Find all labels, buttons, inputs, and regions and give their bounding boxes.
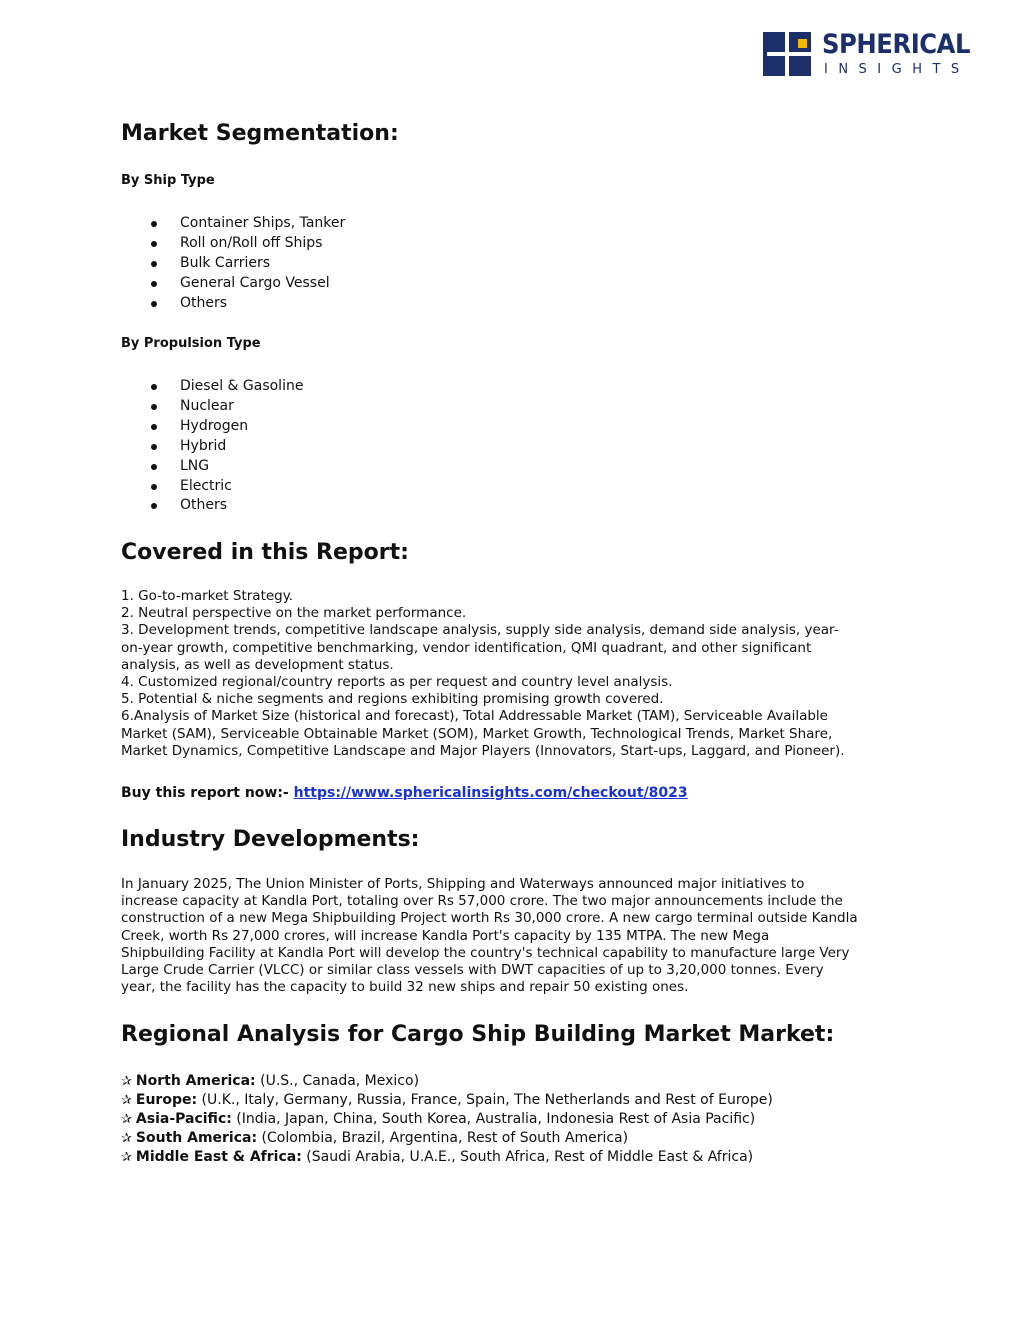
logo-text-top: SPHERICAL [822, 29, 971, 60]
region-name: Middle East & Africa: [135, 1149, 302, 1165]
list-item [121, 377, 303, 397]
list-item-text: LNG [180, 457, 210, 474]
region-item [121, 1110, 773, 1129]
region-countries: (Saudi Arabia, U.A.E., South Africa, Rest of Middle East & Africa) [306, 1149, 754, 1165]
paragraph-line: 2. Neutral perspective on the market performance. [121, 605, 467, 622]
list-item [121, 397, 303, 417]
bullet-icon [151, 503, 157, 509]
region-name: North America: [135, 1073, 256, 1089]
bullet-icon [151, 301, 157, 307]
list-item [121, 457, 303, 477]
paragraph-line: year, the facility has the capacity to build 32 new ships and repair 50 existing ones. [121, 979, 689, 996]
paragraph-line: Market (SAM), Serviceable Obtainable Market (SOM), Market Growth, Technological Trends, Market Share, [121, 725, 833, 742]
region-name: South America: [135, 1130, 258, 1146]
paragraph-line: construction of a new Mega Shipbuilding Project worth Rs 30,000 crore. A new cargo terminal outside Kandla [121, 910, 858, 927]
region-item [121, 1091, 773, 1110]
list-item [121, 294, 345, 314]
list-item-text: Others [180, 497, 228, 514]
bullet-icon [151, 484, 157, 490]
list-item [121, 437, 303, 457]
industry-heading: Industry Developments: [121, 827, 420, 852]
paragraph-line: 1. Go-to-market Strategy. [121, 588, 294, 604]
industry-paragraph [121, 876, 911, 996]
paragraph-line: Shipbuilding Facility at Kandla Port will develop the country's technical capability to manufacture large Very [121, 944, 850, 961]
region-list [121, 1072, 773, 1167]
paragraph-line: Creek, worth Rs 27,000 crores, will increase Kandla Port's capacity by 135 MTPA. The new Mega [121, 927, 770, 944]
bullet-icon [151, 221, 157, 227]
paragraph-line: In January 2025, The Union Minister of Ports, Shipping and Waterways announced major initiatives to [121, 876, 805, 892]
segmentation-heading: Market Segmentation: [121, 121, 399, 146]
star-icon: ✰ [121, 1074, 132, 1089]
region-countries: (India, Japan, China, South Korea, Australia, Indonesia Rest of Asia Pacific) [236, 1111, 756, 1127]
buy-label: Buy this report now:- [121, 785, 289, 801]
list-item [121, 477, 303, 497]
paragraph-line: 6.Analysis of Market Size (historical and forecast), Total Addressable Market (TAM), Serviceable Available [121, 708, 828, 725]
region-name: Asia-Pacific: [135, 1111, 232, 1127]
bullet-icon [151, 404, 157, 410]
paragraph-line: 4. Customized regional/country reports as per request and country level analysis. [121, 674, 673, 691]
list-item [121, 234, 345, 254]
list-item [121, 417, 303, 437]
list-item-text: Bulk Carriers [180, 254, 271, 271]
paragraph-line: 5. Potential & niche segments and regions exhibiting promising growth covered. [121, 691, 664, 708]
logo-text-bottom: INSIGHTS [824, 62, 970, 77]
star-icon: ✰ [121, 1150, 132, 1165]
bullet-icon [151, 241, 157, 247]
list-item-text: General Cargo Vessel [180, 274, 330, 291]
ship-type-label: By Ship Type [121, 173, 215, 188]
star-icon: ✰ [121, 1131, 132, 1146]
list-item-text: Container Ships, Tanker [180, 215, 346, 231]
star-icon: ✰ [121, 1112, 132, 1127]
bullet-icon [151, 444, 157, 450]
spherical-insights-logo [763, 28, 975, 80]
region-countries: (Colombia, Brazil, Argentina, Rest of South America) [261, 1130, 629, 1146]
paragraph-line: 3. Development trends, competitive landscape analysis, supply side analysis, demand side analysis, year- [121, 622, 839, 639]
list-item [121, 214, 345, 234]
region-countries: (U.K., Italy, Germany, Russia, France, Spain, The Netherlands and Rest of Europe) [201, 1092, 773, 1108]
regional-heading: Regional Analysis for Cargo Ship Building Market Market: [121, 1022, 835, 1047]
covered-paragraph [121, 588, 911, 760]
region-item [121, 1148, 773, 1167]
region-countries: (U.S., Canada, Mexico) [260, 1073, 420, 1089]
star-icon: ✰ [121, 1093, 132, 1108]
list-item-text: Roll on/Roll off Ships [180, 234, 323, 251]
bullet-icon [151, 384, 157, 390]
list-item-text: Electric [180, 477, 232, 494]
bullet-icon [151, 424, 157, 430]
covered-heading: Covered in this Report: [121, 540, 409, 565]
ship-type-list [121, 214, 345, 314]
list-item [121, 254, 345, 274]
list-item-text: Diesel & Gasoline [180, 378, 304, 394]
propulsion-type-list [121, 377, 303, 516]
buy-report-line [121, 785, 688, 801]
paragraph-line: Large Crude Carrier (VLCC) or similar class vessels with DWT capacities of up to 3,20,000 tonnes. Every [121, 962, 824, 979]
paragraph-line: increase capacity at Kandla Port, totaling over Rs 57,000 crore. The two major announcements include the [121, 893, 843, 910]
bullet-icon [151, 464, 157, 470]
propulsion-type-label: By Propulsion Type [121, 336, 261, 351]
bullet-icon [151, 281, 157, 287]
region-item [121, 1072, 773, 1091]
list-item [121, 496, 303, 516]
list-item-text: Nuclear [180, 397, 234, 414]
paragraph-line: analysis, as well as development status. [121, 656, 394, 673]
region-item [121, 1129, 773, 1148]
list-item-text: Hydrogen [180, 417, 249, 434]
list-item-text: Hybrid [180, 437, 227, 454]
list-item-text: Others [180, 294, 228, 311]
region-name: Europe: [135, 1092, 198, 1108]
bullet-icon [151, 261, 157, 267]
list-item [121, 274, 345, 294]
checkout-link[interactable]: https://www.sphericalinsights.com/checkout/8023 [293, 785, 688, 801]
paragraph-line: on-year growth, competitive benchmarking, vendor identification, QMI quadrant, and other significant [121, 639, 812, 656]
paragraph-line: Market Dynamics, Competitive Landscape and Major Players (Innovators, Start-ups, Laggard, and Pioneer). [121, 742, 845, 759]
logo-mark-icon [763, 32, 811, 76]
